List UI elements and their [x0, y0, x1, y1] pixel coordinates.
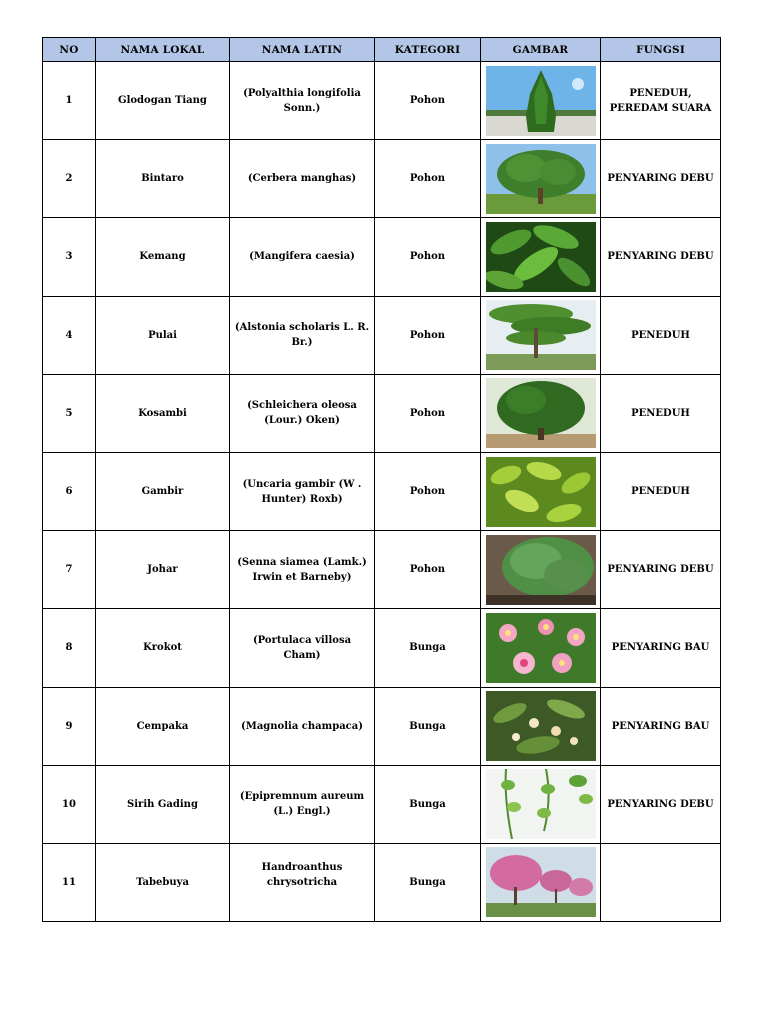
cell-local-name: Pulai — [96, 296, 230, 374]
table-row — [43, 218, 721, 296]
cell-latin-name: (Schleichera oleosa (Lour.) Oken) — [230, 374, 375, 452]
cell-no: 1 — [43, 62, 96, 140]
glodogan-tiang-photo — [486, 66, 596, 136]
table-row — [43, 687, 721, 765]
cell-local-name: Krokot — [96, 609, 230, 687]
header-image: GAMBAR — [481, 38, 601, 62]
cell-latin-name: (Portulaca villosa Cham) — [230, 609, 375, 687]
table-row — [43, 765, 721, 843]
cell-image — [481, 62, 601, 140]
table-row — [43, 452, 721, 530]
cell-local-name: Kosambi — [96, 374, 230, 452]
cell-category: Pohon — [375, 296, 481, 374]
cell-latin-name: (Epipremnum aureum (L.) Engl.) — [230, 765, 375, 843]
cell-function: PENYARING DEBU — [601, 531, 721, 609]
cell-image — [481, 843, 601, 921]
sirih-gading-photo — [486, 769, 596, 839]
cell-latin-name: (Senna siamea (Lamk.) Irwin et Barneby) — [230, 531, 375, 609]
cell-function: PENYARING DEBU — [601, 218, 721, 296]
cell-function: PENEDUH — [601, 296, 721, 374]
table-row — [43, 140, 721, 218]
cempaka-photo — [486, 691, 596, 761]
cell-no: 2 — [43, 140, 96, 218]
table-row — [43, 609, 721, 687]
cell-category: Pohon — [375, 140, 481, 218]
table-row — [43, 843, 721, 921]
cell-image — [481, 374, 601, 452]
cell-function: PENYARING BAU — [601, 687, 721, 765]
cell-local-name: Johar — [96, 531, 230, 609]
cell-local-name: Kemang — [96, 218, 230, 296]
cell-no: 7 — [43, 531, 96, 609]
bintaro-photo — [486, 144, 596, 214]
table-row — [43, 374, 721, 452]
cell-function: PENEDUH, PEREDAM SUARA — [601, 62, 721, 140]
cell-local-name: Cempaka — [96, 687, 230, 765]
cell-latin-name: (Uncaria gambir (W . Hunter) Roxb) — [230, 452, 375, 530]
header-latin-name: NAMA LATIN — [230, 38, 375, 62]
cell-image — [481, 765, 601, 843]
krokot-photo — [486, 613, 596, 683]
cell-latin-name: Handroanthus chrysotricha — [230, 843, 375, 921]
cell-latin-name: (Mangifera caesia) — [230, 218, 375, 296]
cell-category: Bunga — [375, 843, 481, 921]
cell-no: 8 — [43, 609, 96, 687]
kemang-photo — [486, 222, 596, 292]
cell-no: 3 — [43, 218, 96, 296]
cell-no: 6 — [43, 452, 96, 530]
cell-image — [481, 140, 601, 218]
cell-latin-name: (Polyalthia longifolia Sonn.) — [230, 62, 375, 140]
cell-category: Pohon — [375, 374, 481, 452]
table-header-row — [43, 38, 721, 62]
johar-photo — [486, 535, 596, 605]
cell-category: Bunga — [375, 765, 481, 843]
cell-local-name: Bintaro — [96, 140, 230, 218]
cell-local-name: Sirih Gading — [96, 765, 230, 843]
cell-image — [481, 531, 601, 609]
cell-category: Pohon — [375, 531, 481, 609]
cell-function — [601, 843, 721, 921]
cell-no: 10 — [43, 765, 96, 843]
cell-function: PENEDUH — [601, 452, 721, 530]
tabebuya-photo — [486, 847, 596, 917]
cell-latin-name: (Alstonia scholaris L. R. Br.) — [230, 296, 375, 374]
table-row — [43, 296, 721, 374]
header-no: NO — [43, 38, 96, 62]
cell-no: 4 — [43, 296, 96, 374]
cell-category: Pohon — [375, 218, 481, 296]
cell-image — [481, 296, 601, 374]
cell-no: 11 — [43, 843, 96, 921]
cell-image — [481, 218, 601, 296]
cell-function: PENYARING DEBU — [601, 140, 721, 218]
cell-local-name: Tabebuya — [96, 843, 230, 921]
cell-function: PENYARING BAU — [601, 609, 721, 687]
header-function: FUNGSI — [601, 38, 721, 62]
cell-category: Pohon — [375, 62, 481, 140]
cell-latin-name: (Magnolia champaca) — [230, 687, 375, 765]
cell-image — [481, 609, 601, 687]
header-local-name: NAMA LOKAL — [96, 38, 230, 62]
cell-image — [481, 452, 601, 530]
cell-latin-name: (Cerbera manghas) — [230, 140, 375, 218]
table-row — [43, 62, 721, 140]
cell-local-name: Glodogan Tiang — [96, 62, 230, 140]
cell-no: 9 — [43, 687, 96, 765]
cell-no: 5 — [43, 374, 96, 452]
table-row — [43, 531, 721, 609]
cell-function: PENYARING DEBU — [601, 765, 721, 843]
gambir-photo — [486, 457, 596, 527]
pulai-photo — [486, 300, 596, 370]
cell-category: Pohon — [375, 452, 481, 530]
plant-table — [42, 37, 721, 922]
cell-local-name: Gambir — [96, 452, 230, 530]
cell-function: PENEDUH — [601, 374, 721, 452]
cell-image — [481, 687, 601, 765]
kosambi-photo — [486, 378, 596, 448]
header-category: KATEGORI — [375, 38, 481, 62]
cell-category: Bunga — [375, 609, 481, 687]
cell-category: Bunga — [375, 687, 481, 765]
